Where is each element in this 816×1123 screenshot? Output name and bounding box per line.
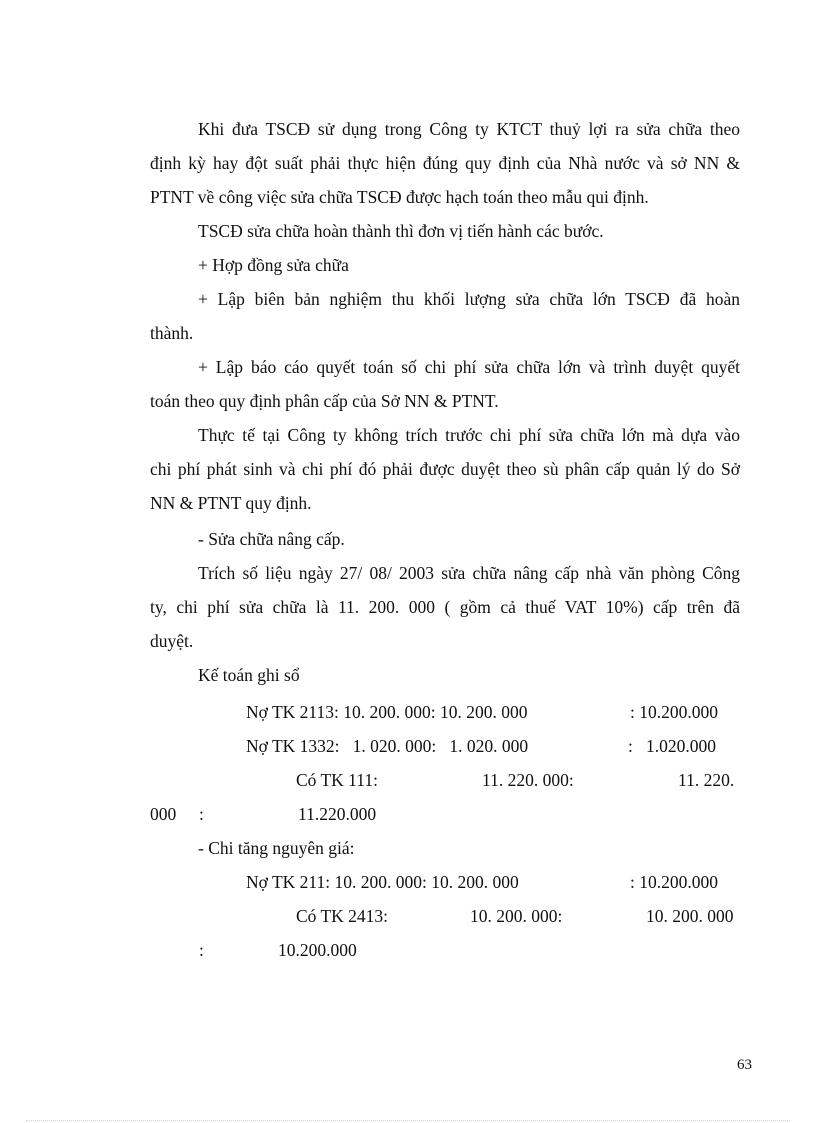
bullet-settlement-line-2: toán theo quy định phân cấp của Sở NN & PTNT. <box>150 391 499 411</box>
section-capital-heading: - Chi tăng nguyên giá: <box>198 838 355 858</box>
entry-credit-2413-total: 10.200.000 <box>278 940 357 960</box>
entry-credit-2413-amount: 10. 200. 000: <box>470 906 563 926</box>
entry-credit-111-colon: : <box>199 804 204 824</box>
entry-credit-2413-account: Có TK 2413: <box>296 906 389 926</box>
bullet-contract: + Hợp đồng sửa chữa <box>198 255 349 275</box>
entry-debit-1332: Nợ TK 1332: 1. 020. 000: 1. 020. 000 <box>246 736 529 756</box>
bullet-acceptance-line-1: + Lập biên bản nghiệm thu khối lượng sửa chữa lớn TSCĐ đã hoàn <box>198 289 740 309</box>
bullet-settlement-line-1: + Lập báo cáo quyết toán số chi phí sửa chữa lớn và trình duyệt quyết <box>198 357 740 377</box>
paragraph-3-line-3: NN & PTNT quy định. <box>150 493 312 513</box>
ledger-heading: Kế toán ghi sổ <box>198 665 300 685</box>
paragraph-1-line-3: PTNT về công việc sửa chữa TSCĐ được hạch toán theo mẫu qui định. <box>150 187 649 207</box>
page-number: 63 <box>737 1057 752 1073</box>
entry-credit-2413-colon: : <box>199 940 204 960</box>
paragraph-4-line-2: ty, chi phí sửa chữa là 11. 200. 000 ( gồm cả thuế VAT 10%) cấp trên đã <box>150 597 740 617</box>
entry-credit-111-amount-2: 11. 220. <box>678 770 735 790</box>
paragraph-1-line-2: định kỳ hay đột suất phải thực hiện đúng quy định của Nhà nước và sở NN & <box>150 153 740 173</box>
paragraph-3-line-2: chi phí phát sinh và chi phí đó phải được duyệt theo sù phân cấp quản lý do Sở <box>150 459 740 479</box>
paragraph-4-line-3: duyệt. <box>150 631 194 651</box>
entry-credit-111-total: 11.220.000 <box>298 804 377 824</box>
paragraph-2: TSCĐ sửa chữa hoàn thành thì đơn vị tiến hành các bước. <box>198 221 604 241</box>
entry-credit-111-amount: 11. 220. 000: <box>482 770 574 790</box>
bullet-acceptance-line-2: thành. <box>150 323 194 343</box>
paragraph-1-line-1: Khi đưa TSCĐ sử dụng trong Công ty KTCT thuỷ lợi ra sửa chữa theo <box>198 119 740 139</box>
footer-divider <box>26 1120 790 1121</box>
paragraph-3-line-1: Thực tế tại Công ty không trích trước chi phí sửa chữa lớn mà dựa vào <box>198 425 740 445</box>
entry-credit-111-account: Có TK 111: <box>296 770 378 790</box>
entry-debit-2113-total: : 10.200.000 <box>630 702 718 722</box>
entry-debit-2113: Nợ TK 2113: 10. 200. 000: 10. 200. 000 <box>246 702 528 722</box>
entry-debit-211: Nợ TK 211: 10. 200. 000: 10. 200. 000 <box>246 872 519 892</box>
entry-debit-211-total: : 10.200.000 <box>630 872 718 892</box>
section-upgrade-heading: - Sửa chữa nâng cấp. <box>198 529 345 549</box>
entry-debit-1332-total: : 1.020.000 <box>628 736 716 756</box>
entry-credit-111-amount-2-cont: 000 <box>150 804 177 824</box>
paragraph-4-line-1: Trích số liệu ngày 27/ 08/ 2003 sửa chữa nâng cấp nhà văn phòng Công <box>198 563 740 583</box>
entry-credit-2413-amount-2: 10. 200. 000 <box>646 906 734 926</box>
